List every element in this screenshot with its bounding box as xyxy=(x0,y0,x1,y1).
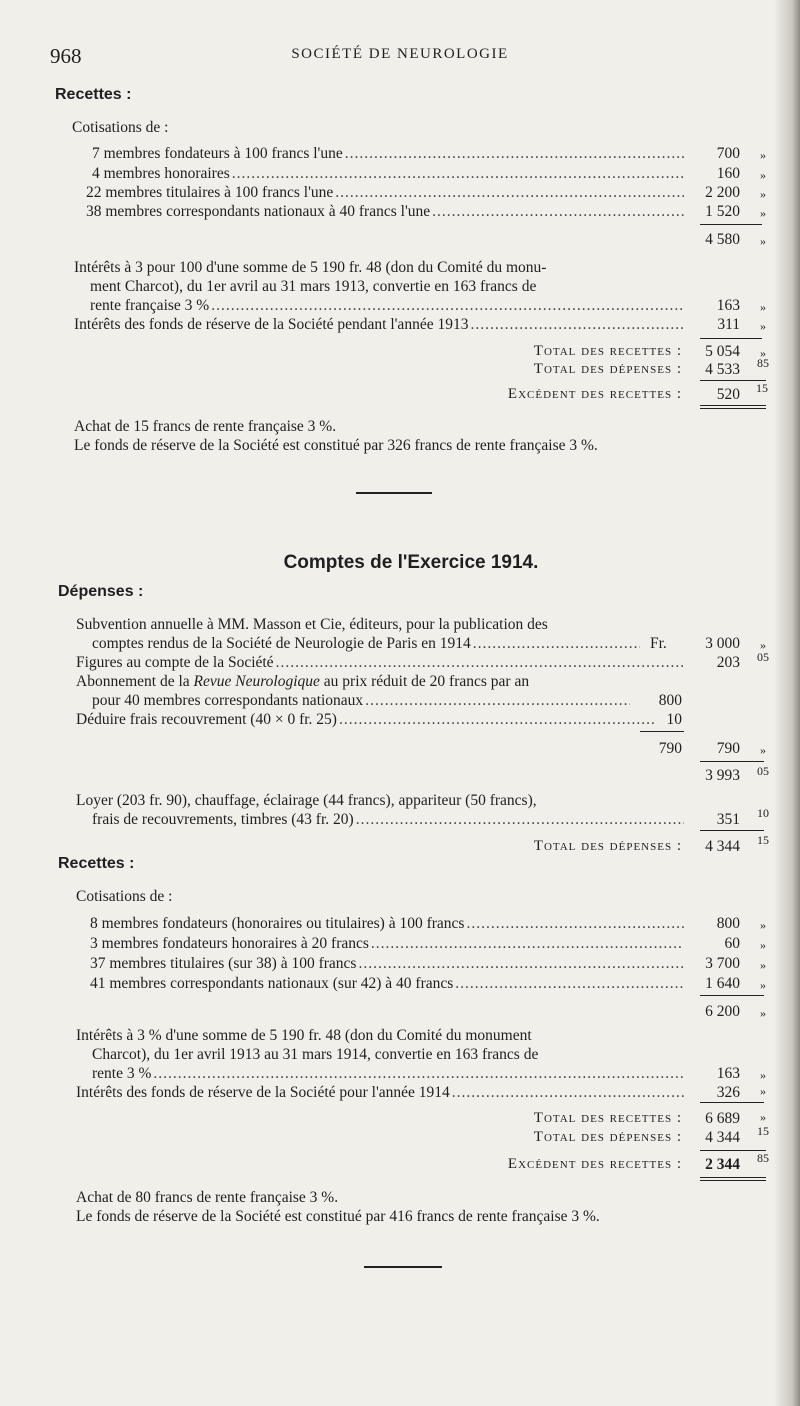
interets-line-2: Charcot), du 1er avril 1913 au 31 mars 1914, convertie en 163 francs de xyxy=(92,1046,539,1063)
abonnement-line-1 xyxy=(76,673,529,691)
leader-dots xyxy=(211,297,684,315)
leader-dots xyxy=(276,654,684,672)
net-amount: 790 xyxy=(658,740,682,757)
cotisations-label: Cotisations de : xyxy=(72,119,169,136)
sum-rule xyxy=(640,731,684,732)
total-depenses-amount: 4 344 xyxy=(705,1129,740,1146)
interets-amount: 163 xyxy=(716,297,740,314)
currency-label: Fr. xyxy=(650,635,667,652)
list-item xyxy=(92,165,686,183)
subvention-amount: 3 000 xyxy=(705,635,740,652)
page-number: 968 xyxy=(50,44,82,68)
ditto-mark: » xyxy=(760,1006,766,1020)
sum-rule xyxy=(700,338,762,339)
ditto-mark: » xyxy=(760,168,766,182)
item-amount: 2 200 xyxy=(705,184,740,201)
subtotal-amount: 3 993 xyxy=(705,767,740,784)
list-item xyxy=(92,1065,686,1083)
total-recettes-label: Total des recettes : xyxy=(533,1110,682,1126)
section-divider xyxy=(364,1266,442,1268)
list-item xyxy=(90,935,686,953)
leader-dots xyxy=(345,145,684,163)
list-item xyxy=(76,654,686,672)
sum-rule xyxy=(700,1180,766,1181)
item-amount: 700 xyxy=(716,145,740,162)
abonnement-line-2: pour 40 membres correspondants nationaux xyxy=(92,692,364,709)
leader-dots xyxy=(432,203,684,221)
list-item xyxy=(92,145,686,163)
figures-cents: 05 xyxy=(757,650,769,664)
list-item xyxy=(92,635,642,653)
item-label: 7 membres fondateurs à 100 francs l'une xyxy=(92,145,343,162)
interets-reserve-amount: 311 xyxy=(717,316,740,333)
excedent-label: Excédent des recettes : xyxy=(507,1156,682,1172)
section-heading-recettes: Recettes : xyxy=(55,86,132,103)
achat-text: Achat de 80 francs de rente française 3 %. xyxy=(76,1189,339,1206)
leader-dots xyxy=(153,1065,684,1083)
list-item xyxy=(76,1084,686,1102)
sum-rule xyxy=(700,1177,766,1178)
list-item xyxy=(74,316,686,334)
total-recettes-amount: 6 689 xyxy=(705,1110,740,1127)
loyer-amount: 351 xyxy=(716,811,740,828)
sum-rule xyxy=(700,761,764,762)
item-amount: 1 520 xyxy=(705,203,740,220)
interets-amount: 163 xyxy=(716,1065,740,1082)
figures-label: Figures au compte de la Société xyxy=(76,654,274,671)
sum-rule xyxy=(700,1102,764,1103)
section-heading-recettes: Recettes : xyxy=(58,855,135,872)
interets-reserve-label: Intérêts des fonds de réserve de la Société pendant l'année 1913 xyxy=(74,316,469,333)
list-item xyxy=(92,811,686,829)
interets-line-3: rente française 3 % xyxy=(90,297,210,314)
ditto-mark: » xyxy=(760,148,766,162)
list-item xyxy=(90,297,686,315)
item-label: 41 membres correspondants nationaux (sur 42) à 40 francs xyxy=(90,975,454,992)
interets-line-3: rente 3 % xyxy=(92,1065,152,1082)
figures-amount: 203 xyxy=(716,654,740,671)
leader-dots xyxy=(335,184,684,202)
leader-dots xyxy=(473,635,640,653)
item-label: 37 membres titulaires (sur 38) à 100 francs xyxy=(90,955,357,972)
list-item xyxy=(76,711,656,729)
sum-rule xyxy=(700,830,764,831)
excedent-amount: 2 344 xyxy=(705,1156,740,1173)
sum-rule xyxy=(700,408,766,409)
leader-dots xyxy=(356,811,684,829)
cotisations-label: Cotisations de : xyxy=(76,888,173,905)
ditto-mark: » xyxy=(760,938,766,952)
deduire-label: Déduire frais recouvrement (40 × 0 fr. 25) xyxy=(76,711,337,728)
item-label: 3 membres fondateurs honoraires à 20 francs xyxy=(90,935,369,952)
subvention-line-2: comptes rendus de la Société de Neurologie de Paris en 1914 xyxy=(92,635,471,652)
total-depenses-amount: 4 344 xyxy=(705,838,740,855)
item-label: 4 membres honoraires xyxy=(92,165,230,182)
ditto-mark: » xyxy=(760,346,766,360)
section-heading-depenses: Dépenses : xyxy=(58,583,144,600)
sum-rule xyxy=(700,405,766,406)
sum-rule xyxy=(700,224,762,225)
deduire-amount: 10 xyxy=(666,711,682,728)
list-item xyxy=(86,203,686,221)
interets-line-2: ment Charcot), du 1er avril au 31 mars 1913, convertie en 163 francs de xyxy=(90,278,537,295)
ditto-mark: » xyxy=(760,187,766,201)
leader-dots xyxy=(371,935,684,953)
item-label: 8 membres fondateurs (honoraires ou titulaires) à 100 francs xyxy=(90,915,465,932)
fonds-text: Le fonds de réserve de la Société est constitué par 326 francs de rente française 3 %. xyxy=(74,437,598,454)
subtotal-cents: 05 xyxy=(757,764,769,778)
page-edge-shadow xyxy=(774,0,800,1406)
loyer-line-1: Loyer (203 fr. 90), chauffage, éclairage (44 francs), appariteur (50 francs), xyxy=(76,792,537,809)
ditto-mark: » xyxy=(760,918,766,932)
leader-dots xyxy=(232,165,684,183)
ditto-mark: » xyxy=(760,958,766,972)
total-depenses-label: Total des dépenses : xyxy=(533,1129,682,1145)
item-amount: 3 700 xyxy=(705,955,740,972)
subtotal-amount: 4 580 xyxy=(705,231,740,248)
ditto-mark: » xyxy=(760,1084,766,1098)
list-item xyxy=(92,692,632,710)
ditto-mark: » xyxy=(760,206,766,220)
item-label: 22 membres titulaires à 100 francs l'une xyxy=(86,184,334,201)
item-amount: 800 xyxy=(716,915,740,932)
ditto-mark: » xyxy=(760,300,766,314)
leader-dots xyxy=(365,692,630,710)
excedent-amount: 520 xyxy=(716,386,740,403)
ditto-mark: » xyxy=(760,978,766,992)
excedent-cents: 15 xyxy=(756,381,768,395)
ditto-mark: » xyxy=(760,1068,766,1082)
ditto-mark: » xyxy=(760,234,766,248)
interets-reserve-amount: 326 xyxy=(716,1084,740,1101)
excedent-cents: 85 xyxy=(757,1151,769,1165)
running-head: SOCIÉTÉ DE NEUROLOGIE xyxy=(291,46,509,62)
item-label: 38 membres correspondants nationaux à 40 francs l'une xyxy=(86,203,431,220)
list-item xyxy=(90,915,686,933)
ditto-mark: » xyxy=(760,743,766,757)
net-amount-carried: 790 xyxy=(716,740,740,757)
total-depenses-amount: 4 533 xyxy=(705,361,740,378)
total-depenses-cents: 15 xyxy=(757,1124,769,1138)
page-title: Comptes de l'Exercice 1914. xyxy=(283,552,539,573)
leader-dots xyxy=(339,711,654,729)
ditto-mark: » xyxy=(760,1110,766,1124)
excedent-label: Excédent des recettes : xyxy=(507,386,682,402)
total-recettes-amount: 5 054 xyxy=(705,343,740,360)
achat-text: Achat de 15 francs de rente française 3 %. xyxy=(74,418,337,435)
sum-rule xyxy=(700,995,764,996)
total-recettes-label: Total des recettes : xyxy=(533,343,682,359)
loyer-line-2: frais de recouvrements, timbres (43 fr. 20) xyxy=(92,811,354,828)
item-amount: 160 xyxy=(716,165,740,182)
journal-title: Revue Neurologique xyxy=(193,673,320,690)
item-amount: 60 xyxy=(724,935,740,952)
loyer-cents: 10 xyxy=(757,806,769,820)
cotisations-subtotal: 6 200 xyxy=(705,1003,740,1020)
total-depenses-cents: 15 xyxy=(757,833,769,847)
abonnement-suffix: au prix réduit de 20 francs par an xyxy=(323,673,530,690)
leader-dots xyxy=(358,955,684,973)
list-item xyxy=(90,955,686,973)
interets-reserve-label: Intérêts des fonds de réserve de la Société pour l'année 1914 xyxy=(76,1084,450,1101)
leader-dots xyxy=(452,1084,684,1102)
subvention-line-1: Subvention annuelle à MM. Masson et Cie, éditeurs, pour la publication des xyxy=(76,616,548,633)
list-item xyxy=(90,975,686,993)
list-item xyxy=(86,184,686,202)
section-divider xyxy=(356,492,432,494)
interets-line-1: Intérêts à 3 pour 100 d'une somme de 5 190 fr. 48 (don du Comité du monu- xyxy=(74,259,547,276)
abonnement-prefix: Abonnement de la xyxy=(76,673,190,690)
ditto-mark: » xyxy=(760,319,766,333)
leader-dots xyxy=(455,975,684,993)
total-depenses-label: Total des dépenses : xyxy=(533,361,682,377)
total-depenses-label: Total des dépenses : xyxy=(533,838,682,854)
fonds-text: Le fonds de réserve de la Société est constitué par 416 francs de rente française 3 %. xyxy=(76,1208,600,1225)
ditto-mark: » xyxy=(760,638,766,652)
leader-dots xyxy=(466,915,684,933)
total-depenses-cents: 85 xyxy=(757,356,769,370)
leader-dots xyxy=(470,316,684,334)
item-amount: 1 640 xyxy=(705,975,740,992)
interets-line-1: Intérêts à 3 % d'une somme de 5 190 fr. 48 (don du Comité du monument xyxy=(76,1027,532,1044)
abonnement-amount: 800 xyxy=(658,692,682,709)
